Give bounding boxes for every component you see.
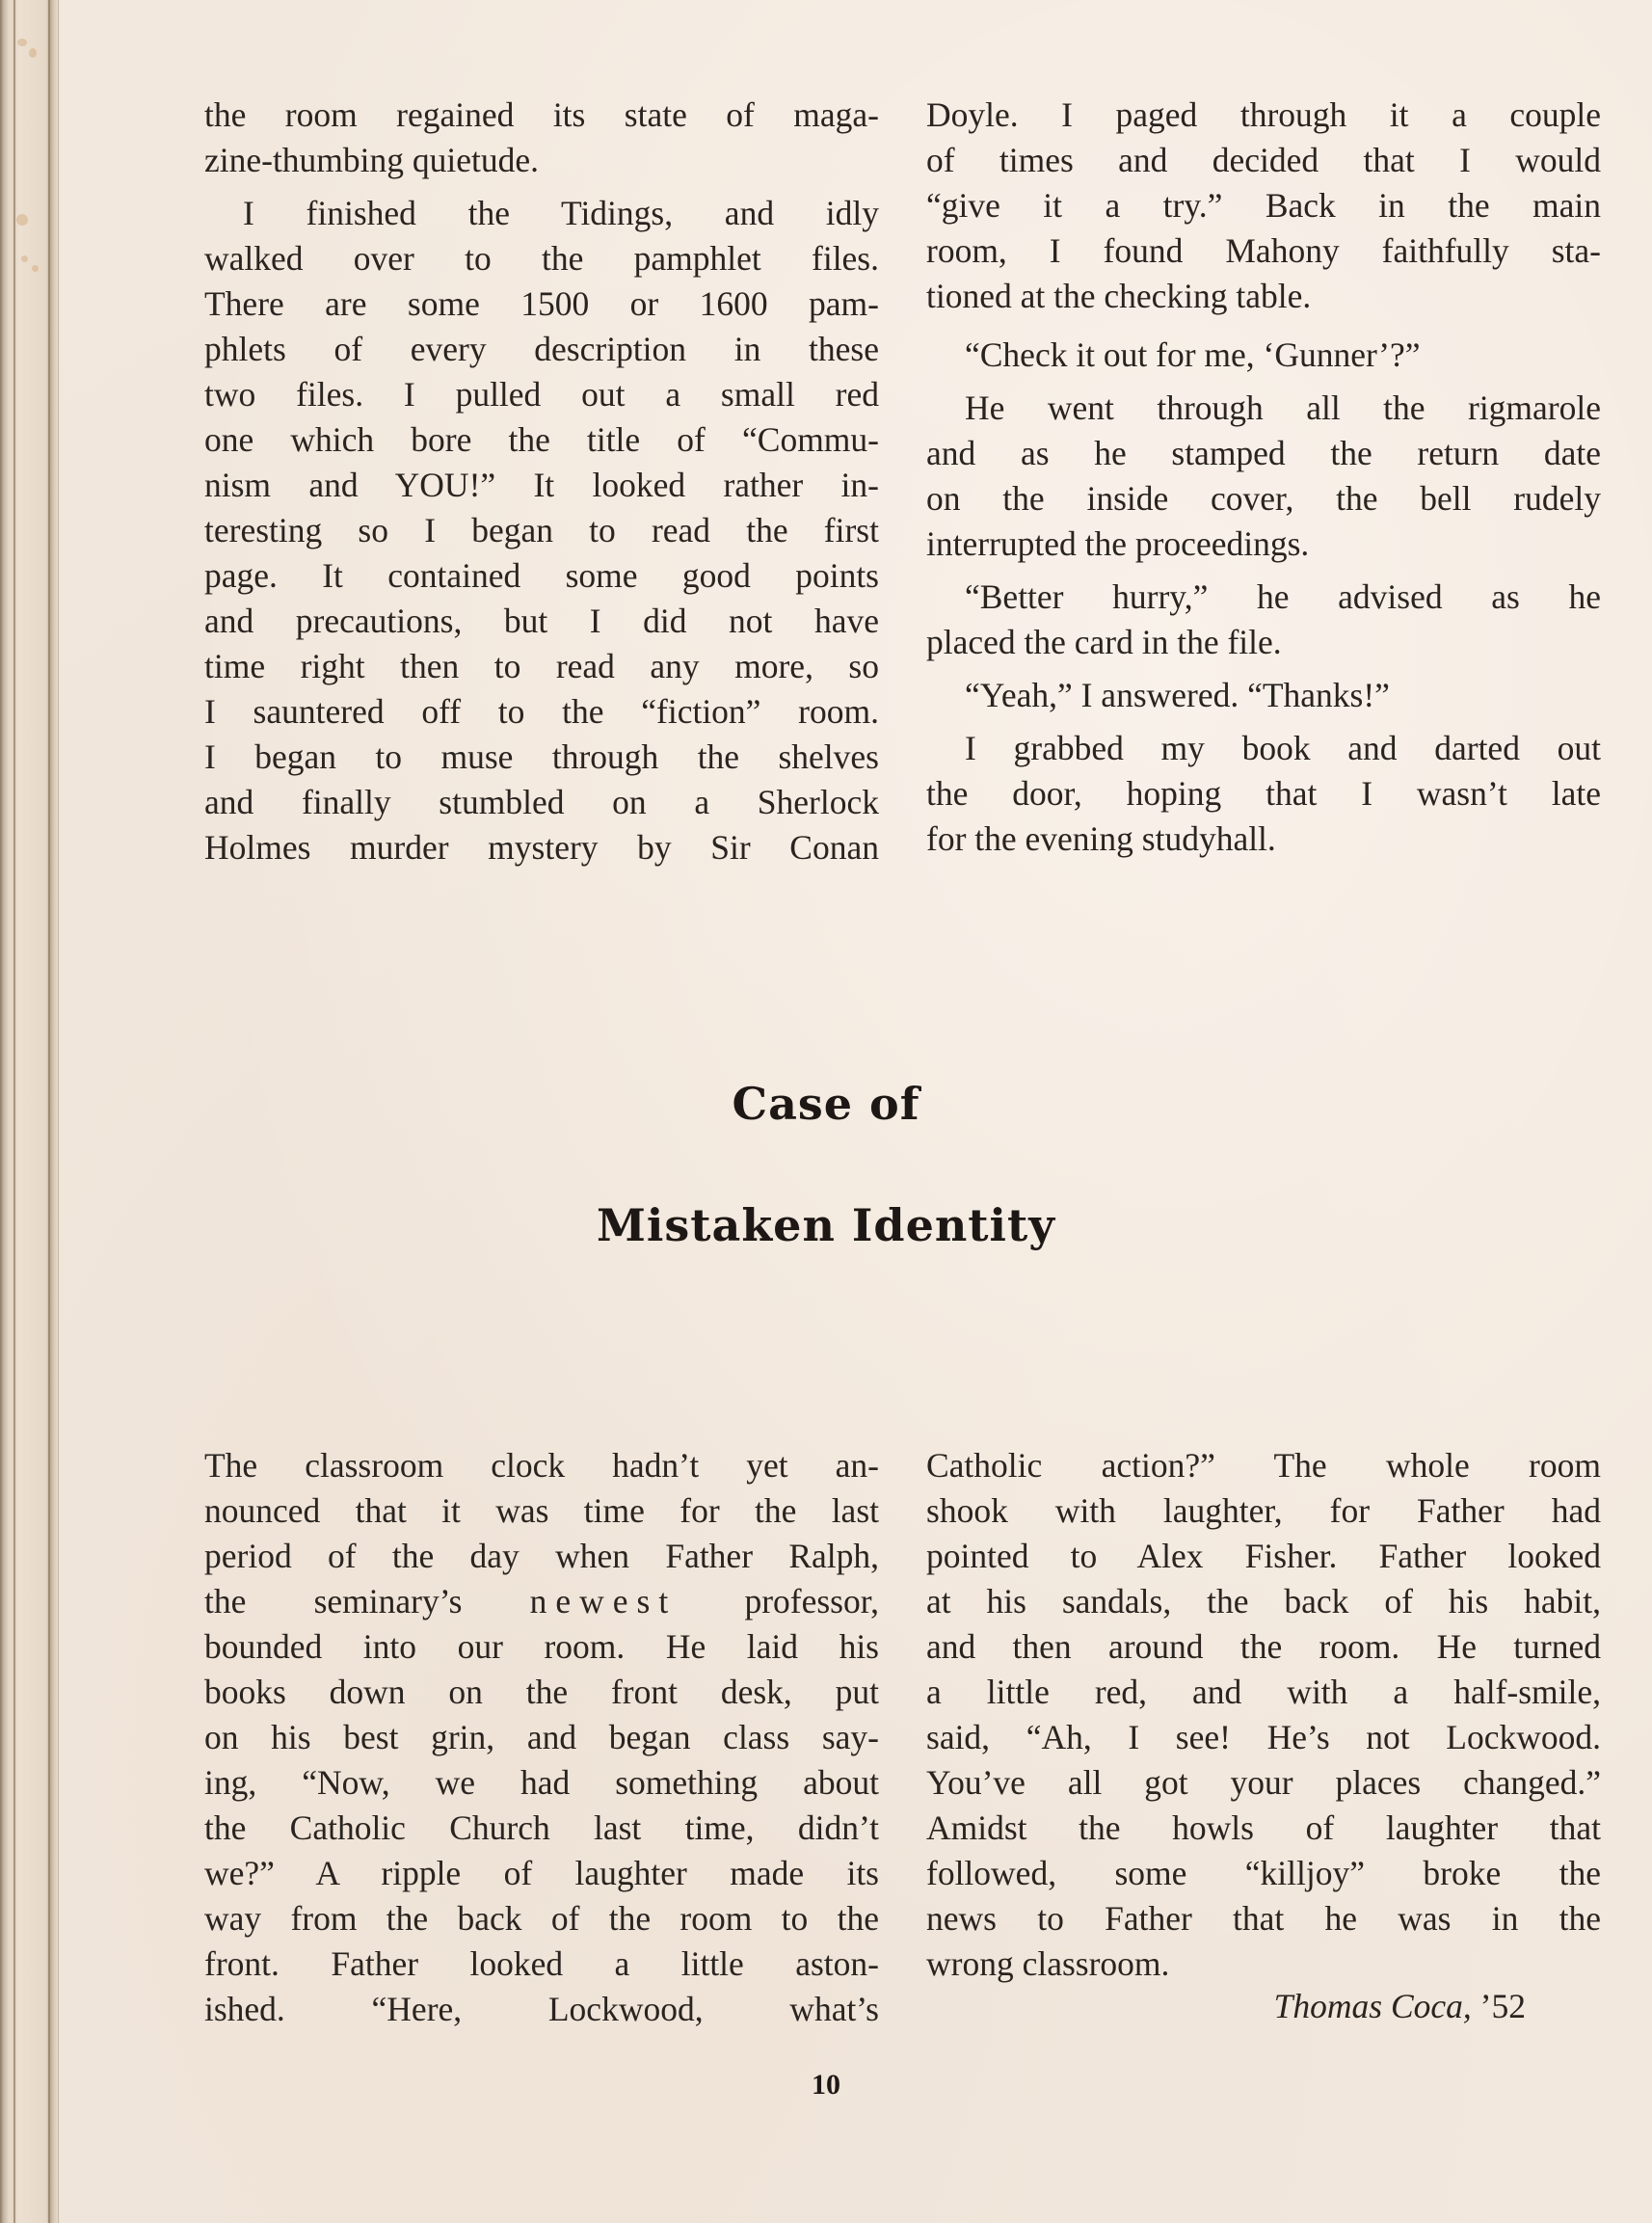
text-line: the door, hoping that I wasn’t late (926, 774, 1601, 813)
text-line: shook with laughter, for Father had (926, 1491, 1601, 1530)
age-spot (17, 39, 27, 46)
text-line: nounced that it was time for the last (204, 1491, 879, 1530)
text-line: and finally stumbled on a Sherlock (204, 783, 879, 821)
text-fragment: the seminary’s (204, 1582, 463, 1620)
author-name: Thomas Coca, (1273, 1987, 1472, 2025)
age-spot (29, 48, 37, 58)
page-number: 10 (812, 2069, 840, 2101)
age-spot (16, 214, 28, 226)
text-line: bounded into our room. He laid his (204, 1627, 879, 1666)
text-line: phlets of every description in these (204, 330, 879, 368)
text-line: The classroom clock hadn’t yet an- (204, 1446, 879, 1485)
text-line: pointed to Alex Fisher. Father looked (926, 1537, 1601, 1575)
text-line: a little red, and with a half-smile, (926, 1673, 1601, 1711)
text-line: the room regained its state of maga- (204, 95, 879, 134)
text-line: for the evening studyhall. (926, 819, 1276, 858)
previous-story-left-column (204, 93, 879, 870)
text-line: of times and decided that I would (926, 141, 1601, 179)
text-line: Catholic action?” The whole room (926, 1446, 1601, 1485)
text-line: placed the card in the file. (926, 623, 1282, 661)
text-line: You’ve all got your places changed.” (926, 1763, 1601, 1802)
text-line: I grabbed my book and darted out (965, 729, 1601, 767)
text-line: I sauntered off to the “fiction” room. (204, 692, 879, 731)
article-title-line-1: Case of (732, 1078, 920, 1130)
text-fragment: professor, (744, 1582, 879, 1620)
text-line: ished. “Here, Lockwood, what’s (204, 1990, 879, 2028)
text-line: said, “Ah, I see! He’s not Lockwood. (926, 1718, 1601, 1756)
text-line: ing, “Now, we had something about (204, 1763, 879, 1802)
text-line: tioned at the checking table. (926, 277, 1312, 315)
text-line: news to Father that he was in the (926, 1899, 1601, 1938)
text-line: walked over to the pamphlet files. (204, 239, 879, 278)
text-line: room, I found Mahony faithfully sta- (926, 231, 1601, 270)
previous-story-right-column (926, 93, 1601, 862)
text-line: wrong classroom. (926, 1944, 1170, 1983)
text-line: and as he stamped the return date (926, 434, 1601, 472)
text-line: I finished the Tidings, and idly (243, 194, 879, 232)
text-line: at his sandals, the back of his habit, (926, 1582, 1601, 1620)
text-line: interrupted the proceedings. (926, 524, 1310, 563)
age-spot (32, 265, 39, 272)
text-line: one which bore the title of “Commu- (204, 420, 879, 459)
text-line: two files. I pulled out a small red (204, 375, 879, 414)
text-line: Holmes murder mystery by Sir Conan (204, 828, 879, 867)
text-line: I began to muse through the shelves (204, 737, 879, 776)
text-line: page. It contained some good points (204, 556, 879, 595)
text-line: zine-thumbing quietude. (204, 141, 540, 179)
text-line: “Check it out for me, ‘Gunner’?” (965, 335, 1421, 374)
text-line (204, 1579, 879, 1624)
age-spot (21, 255, 28, 262)
text-line: “Yeah,” I answered. “Thanks!” (965, 676, 1390, 714)
article-right-column (926, 1443, 1601, 1987)
text-line: Doyle. I paged through it a couple (926, 95, 1601, 134)
text-line: and precautions, but I did not have (204, 602, 879, 640)
text-line: front. Father looked a little aston- (204, 1944, 879, 1983)
text-line: books down on the front desk, put (204, 1673, 879, 1711)
text-line: Amidst the howls of laughter that (926, 1808, 1601, 1847)
text-line: time right then to read any more, so (204, 647, 879, 685)
text-line: He went through all the rigmarole (965, 388, 1601, 427)
text-line: the Catholic Church last time, didn’t (204, 1808, 879, 1847)
author-byline (926, 1984, 1526, 2029)
text-line: nism and YOU!” It looked rather in- (204, 466, 879, 504)
text-line: way from the back of the room to the (204, 1899, 879, 1938)
text-line: followed, some “killjoy” broke the (926, 1854, 1601, 1892)
text-line: “give it a try.” Back in the main (926, 186, 1601, 225)
text-line: There are some 1500 or 1600 pam- (204, 284, 879, 323)
text-line: on his best grin, and began class say- (204, 1718, 879, 1756)
article-left-column (204, 1443, 879, 2032)
text-line: teresting so I began to read the first (204, 511, 879, 549)
text-line: we?” A ripple of laughter made its (204, 1854, 879, 1892)
class-year: ’52 (1479, 1987, 1526, 2025)
text-line: on the inside cover, the bell rudely (926, 479, 1601, 518)
emphasized-word: newest (529, 1582, 678, 1620)
text-line: period of the day when Father Ralph, (204, 1537, 879, 1575)
article-title-line-2: Mistaken Identity (596, 1199, 1056, 1251)
text-line: “Better hurry,” he advised as he (965, 577, 1601, 616)
text-line: and then around the room. He turned (926, 1627, 1601, 1666)
